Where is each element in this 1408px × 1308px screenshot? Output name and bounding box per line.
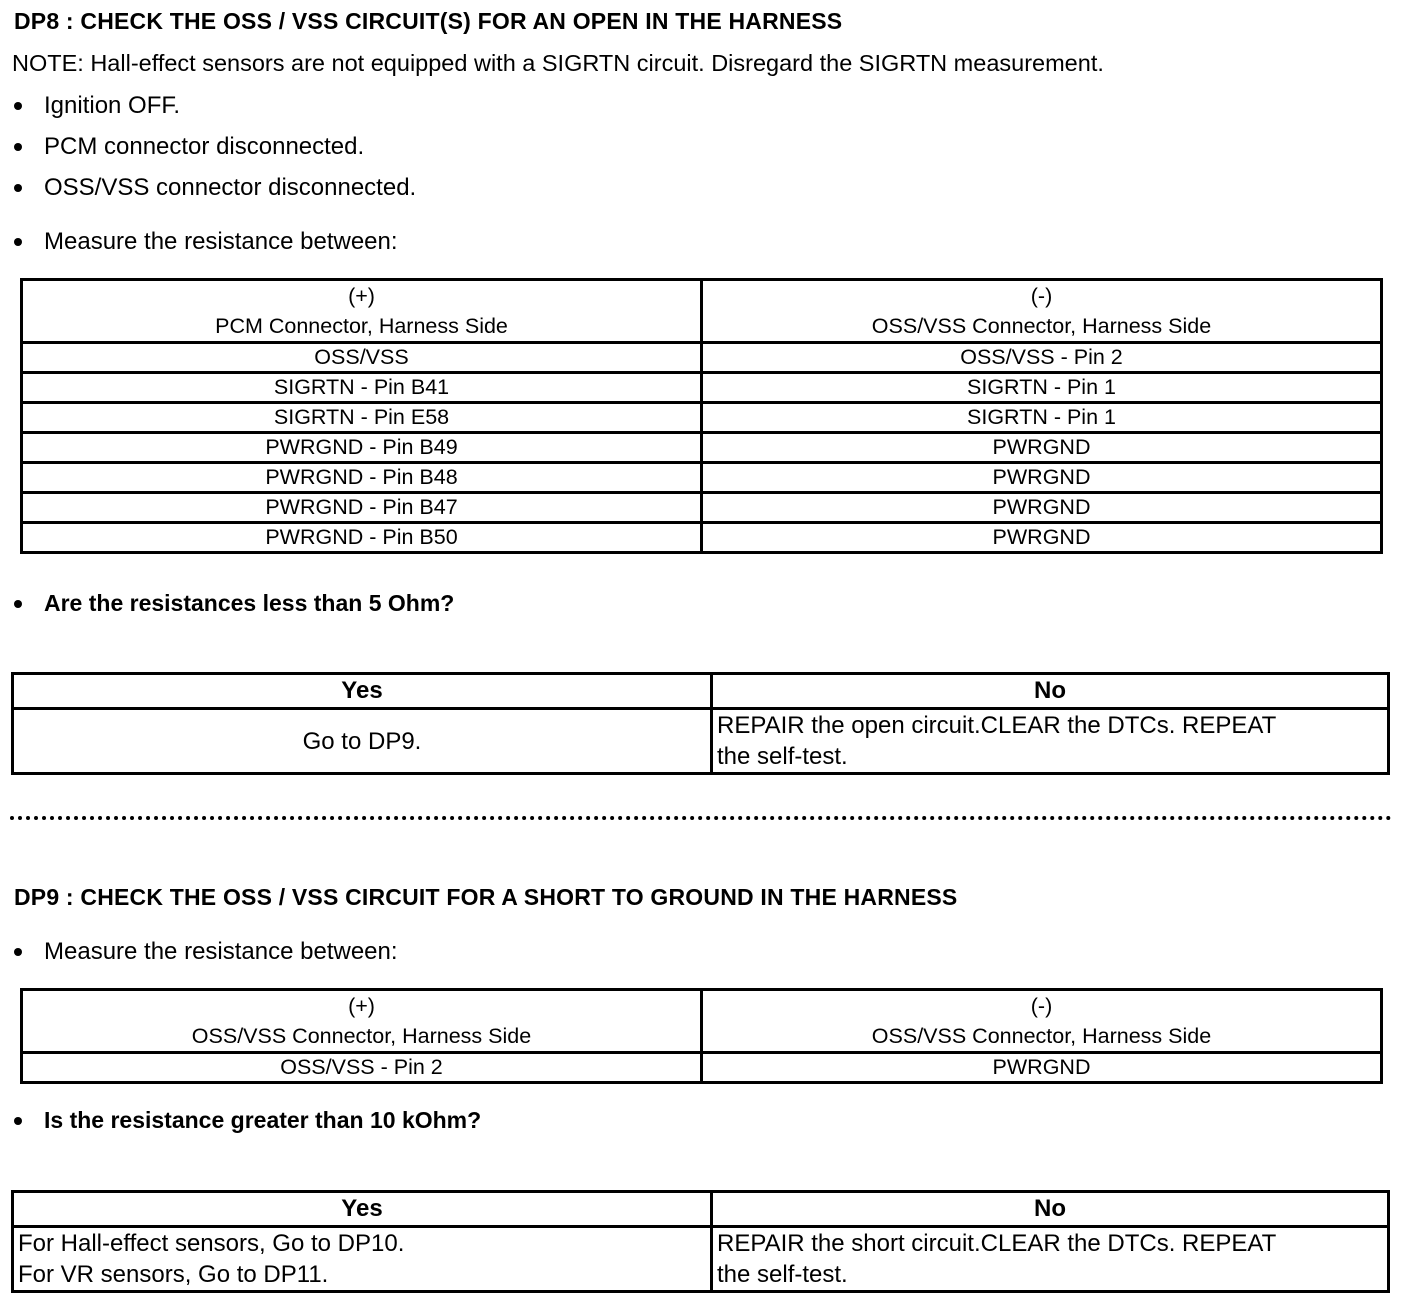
condition-item <box>14 92 180 120</box>
table-row <box>22 433 1382 463</box>
no-header: No <box>712 674 1389 709</box>
condition-text: PCM connector disconnected. <box>44 133 365 160</box>
negative-header <box>702 990 1382 1053</box>
no-action-line: the self-test. <box>717 1261 848 1288</box>
dp8-question <box>14 590 454 617</box>
dp8-decision-table <box>11 672 1390 775</box>
no-action <box>712 1227 1389 1292</box>
measure-instruction <box>14 228 398 256</box>
bullet-icon <box>14 600 22 608</box>
yes-header: Yes <box>13 1192 712 1227</box>
dp9-title: DP9 : CHECK THE OSS / VSS CIRCUIT FOR A SHORT TO GROUND IN THE HARNESS <box>14 884 958 910</box>
no-header: No <box>712 1192 1389 1227</box>
dp8-measurement-table <box>20 278 1383 554</box>
table-row <box>22 463 1382 493</box>
yes-action: Go to DP9. <box>13 709 712 774</box>
bullet-icon <box>14 102 22 110</box>
dp9-measurement-table <box>20 988 1383 1084</box>
yes-action-line: For Hall-effect sensors, Go to DP10. <box>18 1230 405 1257</box>
negative-cell: SIGRTN - Pin 1 <box>702 403 1382 433</box>
condition-text: OSS/VSS connector disconnected. <box>44 174 417 201</box>
positive-cell: PWRGND - Pin B49 <box>22 433 702 463</box>
no-action-line: the self-test. <box>717 743 848 770</box>
table-row <box>22 403 1382 433</box>
negative-cell: PWRGND <box>702 523 1382 553</box>
negative-cell: PWRGND <box>702 463 1382 493</box>
dp9-question <box>14 1107 481 1134</box>
condition-item <box>14 174 416 202</box>
condition-item <box>14 133 364 161</box>
negative-label: OSS/VSS Connector, Harness Side <box>871 314 1212 338</box>
table-row <box>22 343 1382 373</box>
negative-cell: SIGRTN - Pin 1 <box>702 373 1382 403</box>
table-row <box>22 523 1382 553</box>
positive-cell: SIGRTN - Pin B41 <box>22 373 702 403</box>
positive-label: OSS/VSS Connector, Harness Side <box>191 1024 532 1048</box>
condition-text: Ignition OFF. <box>44 92 181 119</box>
measure-text: Measure the resistance between: <box>44 938 398 965</box>
measure-text: Measure the resistance between: <box>44 228 398 255</box>
positive-label: PCM Connector, Harness Side <box>215 314 508 338</box>
no-action <box>712 709 1389 774</box>
bullet-icon <box>14 948 22 956</box>
positive-cell: PWRGND - Pin B50 <box>22 523 702 553</box>
yes-header: Yes <box>13 674 712 709</box>
table-row <box>22 373 1382 403</box>
positive-sign: (+) <box>348 284 375 308</box>
table-row <box>22 493 1382 523</box>
dp9-decision-table <box>11 1190 1390 1293</box>
positive-cell: OSS/VSS <box>22 343 702 373</box>
negative-sign: (-) <box>1030 284 1053 308</box>
question-text: Are the resistances less than 5 Ohm? <box>44 590 455 616</box>
no-action-line: REPAIR the short circuit.CLEAR the DTCs. REPEAT <box>717 1230 1277 1257</box>
negative-cell: PWRGND <box>702 1053 1382 1083</box>
dp8-title: DP8 : CHECK THE OSS / VSS CIRCUIT(S) FOR AN OPEN IN THE HARNESS <box>14 8 843 34</box>
positive-cell: PWRGND - Pin B47 <box>22 493 702 523</box>
negative-cell: PWRGND <box>702 433 1382 463</box>
bullet-icon <box>14 238 22 246</box>
positive-cell: PWRGND - Pin B48 <box>22 463 702 493</box>
negative-sign: (-) <box>1030 994 1053 1018</box>
bullet-icon <box>14 143 22 151</box>
negative-cell: PWRGND <box>702 493 1382 523</box>
negative-header <box>702 280 1382 343</box>
negative-cell: OSS/VSS - Pin 2 <box>702 343 1382 373</box>
dp8-note: NOTE: Hall-effect sensors are not equipped with a SIGRTN circuit. Disregard the SIGRTN measurement. <box>12 50 1104 76</box>
bullet-icon <box>14 184 22 192</box>
negative-label: OSS/VSS Connector, Harness Side <box>871 1024 1212 1048</box>
bullet-icon <box>14 1117 22 1125</box>
measure-instruction <box>14 938 398 966</box>
positive-cell: SIGRTN - Pin E58 <box>22 403 702 433</box>
positive-cell: OSS/VSS - Pin 2 <box>22 1053 702 1083</box>
table-row <box>22 1053 1382 1083</box>
section-divider <box>10 816 1392 820</box>
yes-action-line: For VR sensors, Go to DP11. <box>18 1261 329 1288</box>
positive-sign: (+) <box>348 994 375 1018</box>
yes-action <box>13 1227 712 1292</box>
positive-header <box>22 990 702 1053</box>
positive-header <box>22 280 702 343</box>
question-text: Is the resistance greater than 10 kOhm? <box>44 1107 482 1133</box>
no-action-line: REPAIR the open circuit.CLEAR the DTCs. REPEAT <box>717 712 1277 739</box>
